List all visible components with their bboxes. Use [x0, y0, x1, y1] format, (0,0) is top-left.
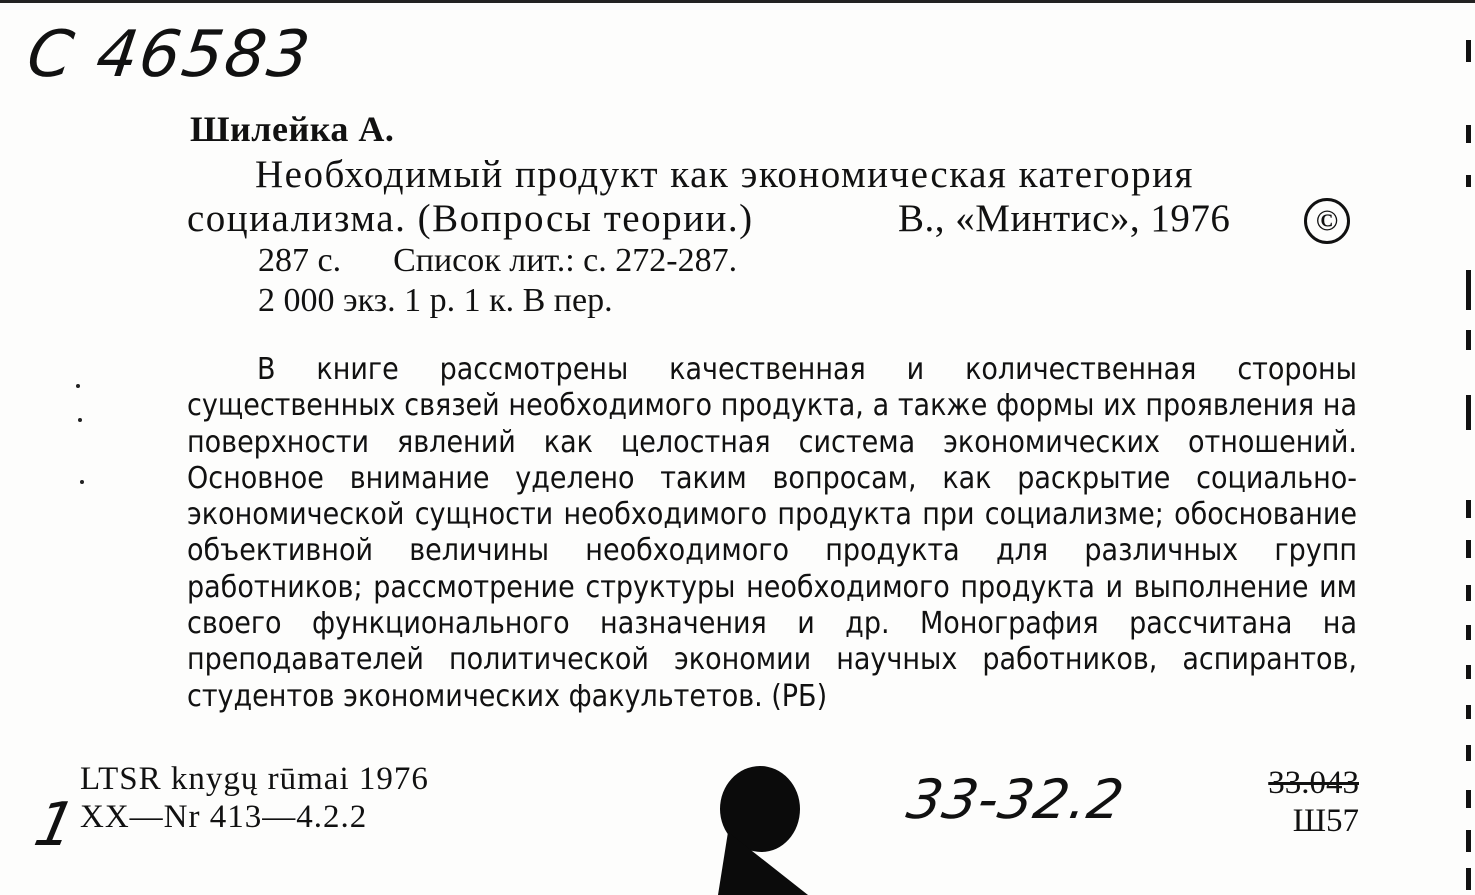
book-title-line-2: социализма. (Вопросы теории.) — [187, 197, 754, 240]
bibliography-note: Список лит.: с. 272-287. — [393, 242, 738, 279]
annotation-text — [187, 352, 1357, 715]
shelf-code: Ш57 — [1292, 803, 1359, 839]
annotation-paragraph: В книге рассмотрены качественная и количественная стороны существенных связей необходимого продукта, а также формы их проявления на поверхности явлений как целостная система экономических отношений. Основное внимание уделено таким вопросам, как раскрытие социально-экономической сущности необходимого продукта при социализме; обоснование объективной величины необходимого продукта для различных групп работников; рассмотрение структуры необходимого продукта и выполнение им своего функционального назначения и др. Монография рассчитана на преподавателей политической экономии научных работников, аспирантов, студентов экономических факультетов. (РБ) — [187, 352, 1357, 714]
handwritten-catalog-code: С 46583 — [22, 18, 316, 92]
copyright-icon: © — [1304, 198, 1350, 244]
handwritten-corner-mark: 1 — [28, 790, 82, 860]
publication-info: В., «Минтис», 1976 — [898, 197, 1231, 240]
print-run-price: 2 000 экз. 1 р. 1 к. В пер. — [258, 282, 613, 319]
physical-description — [258, 242, 737, 280]
card-top-edge — [0, 0, 1475, 3]
struck-classification-code: 33.043 — [1268, 765, 1359, 801]
ink-wedge — [718, 832, 808, 895]
publisher-line: LTSR knygų rūmai 1976 — [80, 761, 429, 797]
publisher-block — [80, 760, 429, 836]
page-count: 287 с. — [258, 242, 342, 279]
author-name: Шилейка А. — [190, 109, 395, 149]
card-right-edge — [1461, 0, 1475, 895]
book-title-line-1: Необходимый продукт как экономическая категория — [255, 153, 1194, 196]
catalog-number: XX—Nr 413—4.2.2 — [80, 799, 368, 835]
shelf-codes — [1268, 764, 1359, 840]
handwritten-classification: 33-32.2 — [902, 768, 1129, 831]
